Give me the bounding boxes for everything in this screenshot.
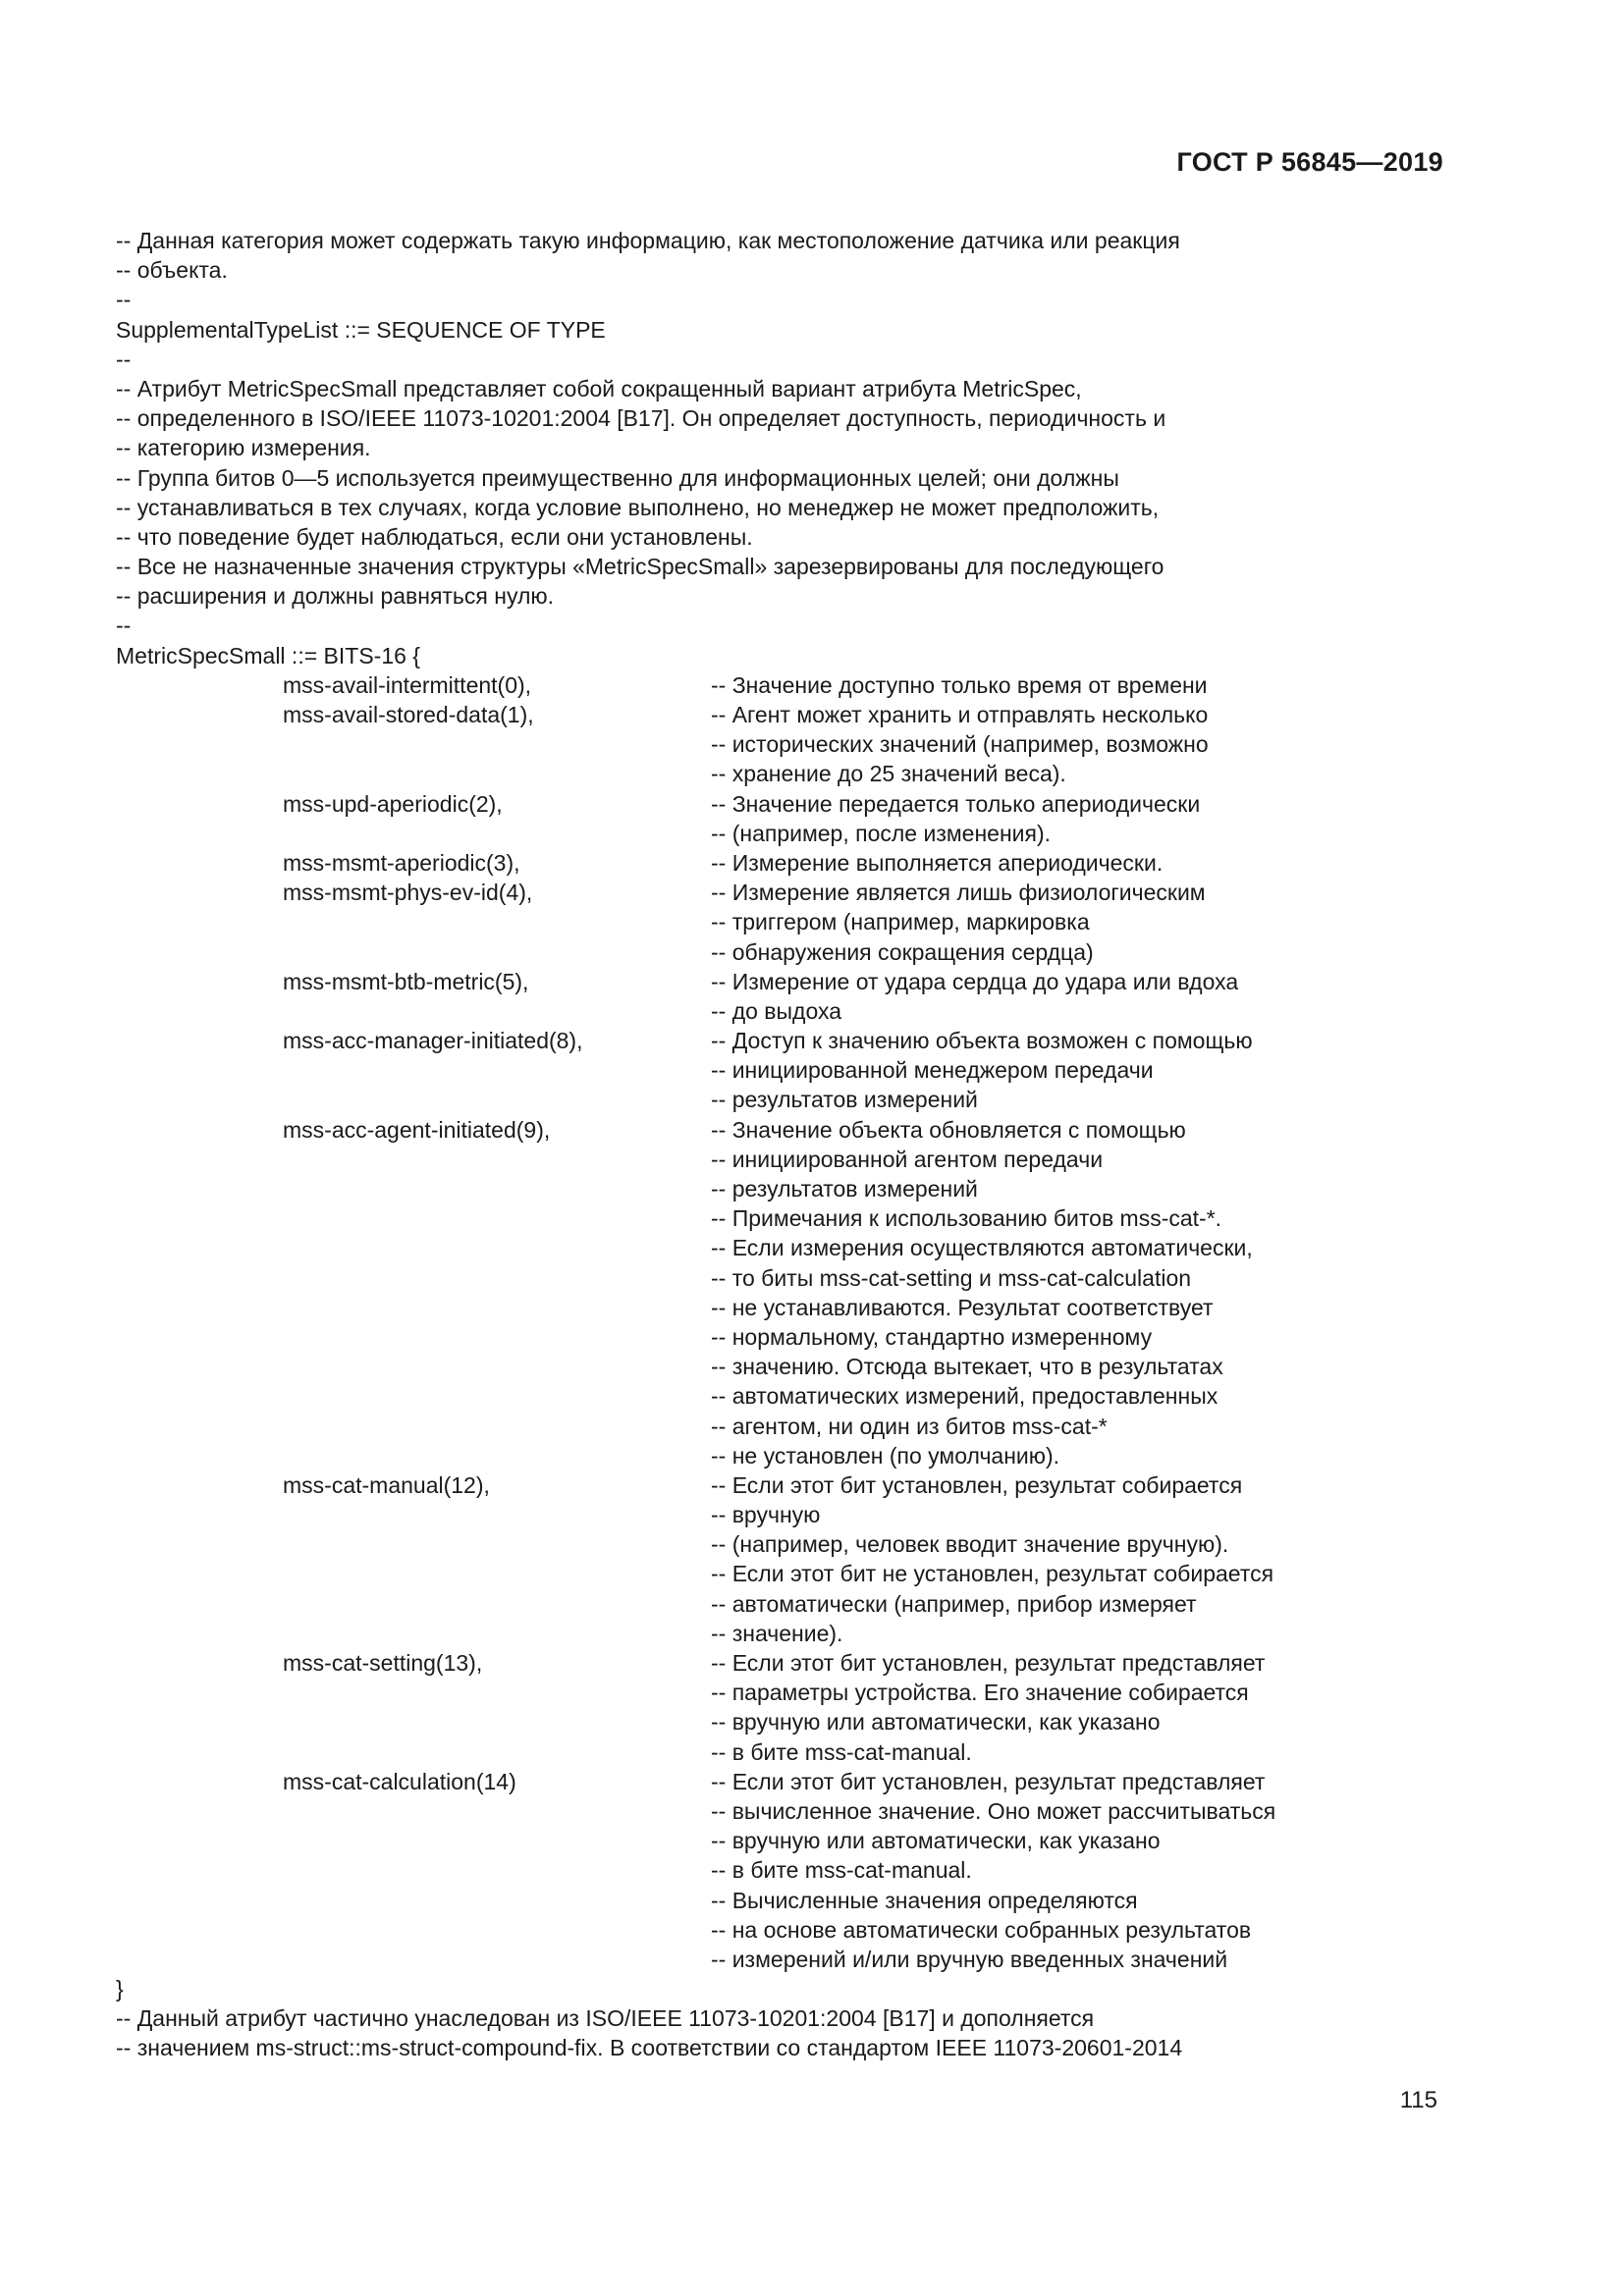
bit-comments — [711, 967, 1353, 1026]
bit-comments — [711, 848, 1353, 878]
bit-comment-line: -- измерений и/или вручную введенных значений — [711, 1946, 1228, 1972]
bit-comment-line: -- Вычисленные значения определяются — [711, 1887, 1138, 1913]
bit-comment-line: -- Агент может хранить и отправлять несколько — [711, 702, 1209, 727]
bit-comment-line: -- не установлен (по умолчанию). — [711, 1442, 1060, 1468]
outro-comments — [116, 1974, 1353, 2063]
bit-name: mss-acc-manager-initiated(8), — [283, 1028, 583, 1054]
bit-name: mss-cat-manual(12), — [283, 1471, 490, 1498]
bit-comment-line: -- (например, человек вводит значение вручную). — [711, 1531, 1229, 1558]
code-line: -- расширения и должны равняться нулю. — [116, 583, 555, 610]
bit-comment-line: -- вручную или автоматически, как указано — [711, 1828, 1161, 1854]
bit-comments — [711, 789, 1353, 848]
bit-comment-line: -- результатов измерений — [711, 1176, 978, 1201]
bit-definition-row — [116, 848, 1353, 878]
bit-comment-line: -- Измерение является лишь физиологическим — [711, 880, 1206, 906]
bit-comment-line: -- Измерение от удара сердца до удара или вдоха — [711, 968, 1239, 994]
bit-comment-line: -- Если этот бит установлен, результат представляет — [711, 1650, 1266, 1676]
bit-name: mss-acc-agent-initiated(9), — [283, 1116, 551, 1143]
code-line: } — [116, 1976, 124, 2002]
intro-comments — [116, 226, 1353, 670]
bit-comments — [711, 1767, 1353, 1974]
bit-comment-line: -- вручную или автоматически, как указано — [711, 1709, 1161, 1735]
bit-comment-line: -- Значение объекта обновляется с помощью — [711, 1116, 1186, 1143]
bit-comments — [711, 670, 1353, 700]
bit-comment-line: -- Измерение выполняется апериодически. — [711, 849, 1164, 876]
code-line: -- определенного в ISO/IEEE 11073-10201:2004 [B17]. Он определяет доступность, периодичность и — [116, 405, 1166, 432]
bit-name: mss-cat-calculation(14) — [283, 1768, 516, 1794]
bit-comment-line: -- вычисленное значение. Оно может рассчитываться — [711, 1797, 1276, 1824]
code-line: -- Данный атрибут частично унаследован из ISO/IEEE 11073-10201:2004 [B17] и дополняется — [116, 2005, 1095, 2032]
code-block — [116, 226, 1353, 2063]
code-line: -- — [116, 287, 132, 313]
bit-comments — [711, 1648, 1353, 1767]
bit-name: mss-cat-setting(13), — [283, 1650, 483, 1676]
bit-comment-line: -- значению. Отсюда вытекает, что в результатах — [711, 1354, 1223, 1380]
bit-comment-line: -- не устанавливаются. Результат соответствует — [711, 1294, 1214, 1320]
bit-comment-line: -- параметры устройства. Его значение собирается — [711, 1680, 1249, 1706]
bit-comment-line: -- (например, после изменения). — [711, 820, 1052, 846]
code-line: MetricSpecSmall ::= BITS-16 { — [116, 642, 420, 668]
bit-name: mss-msmt-aperiodic(3), — [283, 849, 520, 876]
bit-definition-row — [116, 1767, 1353, 1974]
bit-comment-line: -- то биты mss-cat-setting и mss-cat-calculation — [711, 1264, 1192, 1291]
bit-comments — [711, 1470, 1353, 1648]
bit-comment-line: -- Доступ к значению объекта возможен с помощью — [711, 1028, 1253, 1054]
bit-comment-line: -- хранение до 25 значений веса). — [711, 761, 1066, 787]
bit-name: mss-msmt-phys-ev-id(4), — [283, 880, 533, 906]
bit-definition-row — [116, 670, 1353, 700]
code-line: -- объекта. — [116, 257, 228, 284]
bit-definition-row — [116, 789, 1353, 848]
bit-definition-row — [116, 1026, 1353, 1115]
bit-name: mss-upd-aperiodic(2), — [283, 790, 503, 817]
bit-comment-line: -- значение). — [711, 1620, 843, 1646]
bit-comment-line: -- агентом, ни один из битов mss-cat-* — [711, 1413, 1108, 1439]
bit-comments — [711, 1026, 1353, 1115]
bit-name: mss-avail-intermittent(0), — [283, 671, 532, 698]
bit-comment-line: -- в бите mss-cat-manual. — [711, 1738, 972, 1765]
bit-comment-line: -- на основе автоматически собранных результатов — [711, 1916, 1252, 1943]
code-line: -- значением ms-struct::ms-struct-compound-fix. В соответствии со стандартом IEEE 11073-20601-2014 — [116, 2035, 1183, 2061]
bit-comment-line: -- результатов измерений — [711, 1087, 978, 1113]
bit-comment-line: -- инициированной менеджером передачи — [711, 1057, 1154, 1084]
bit-definition-row — [116, 700, 1353, 789]
page-number: 115 — [1399, 2087, 1437, 2113]
bit-comment-line: -- Если этот бит установлен, результат представляет — [711, 1768, 1266, 1794]
bit-comment-line: -- инициированной агентом передачи — [711, 1146, 1104, 1172]
bit-comment-line: -- нормальному, стандартно измеренному — [711, 1323, 1153, 1350]
bit-name: mss-msmt-btb-metric(5), — [283, 968, 529, 994]
bit-comment-line: -- вручную — [711, 1502, 821, 1528]
bits-table — [116, 670, 1353, 1974]
bit-comment-line: -- до выдоха — [711, 997, 842, 1024]
bit-definition-row — [116, 878, 1353, 967]
code-line: SupplementalTypeList ::= SEQUENCE OF TYPE — [116, 316, 606, 343]
bit-definition-row — [116, 1115, 1353, 1470]
code-line: -- Атрибут MetricSpecSmall представляет собой сокращенный вариант атрибута MetricSpec, — [116, 375, 1082, 401]
code-line: -- категорию измерения. — [116, 435, 371, 461]
bit-comment-line: -- Если этот бит не установлен, результат собирается — [711, 1561, 1274, 1587]
bit-comment-line: -- Если измерения осуществляются автоматически, — [711, 1235, 1253, 1261]
code-line: -- Данная категория может содержать такую информацию, как местоположение датчика или реакция — [116, 228, 1180, 253]
code-line: -- Группа битов 0—5 используется преимущественно для информационных целей; они должны — [116, 464, 1119, 491]
bit-definition-row — [116, 967, 1353, 1026]
code-line: -- Все не назначенные значения структуры «MetricSpecSmall» зарезервированы для последующего — [116, 554, 1164, 580]
bit-comment-line: -- Примечания к использованию битов mss-cat-*. — [711, 1205, 1222, 1232]
code-line: -- — [116, 613, 132, 639]
code-line: -- что поведение будет наблюдаться, если они установлены. — [116, 523, 753, 550]
bit-comment-line: -- обнаружения сокращения сердца) — [711, 938, 1094, 965]
code-line: -- — [116, 346, 132, 372]
bit-comment-line: -- автоматически (например, прибор измеряет — [711, 1590, 1197, 1617]
bit-comment-line: -- Значение доступно только время от времени — [711, 671, 1208, 698]
bit-comment-line: -- исторических значений (например, возможно — [711, 731, 1209, 758]
bit-comment-line: -- Значение передается только апериодически — [711, 790, 1201, 817]
bit-comments — [711, 1115, 1353, 1470]
standard-header: ГОСТ Р 56845—2019 — [1176, 147, 1443, 177]
bit-comment-line: -- автоматических измерений, предоставленных — [711, 1383, 1218, 1410]
bit-comments — [711, 878, 1353, 967]
bit-name: mss-avail-stored-data(1), — [283, 702, 534, 727]
bit-comments — [711, 700, 1353, 789]
bit-definition-row — [116, 1470, 1353, 1648]
bit-definition-row — [116, 1648, 1353, 1767]
code-line: -- устанавливаться в тех случаях, когда условие выполнено, но менеджер не может предположить, — [116, 494, 1160, 520]
bit-comment-line: -- триггером (например, маркировка — [711, 909, 1090, 935]
bit-comment-line: -- Если этот бит установлен, результат собирается — [711, 1471, 1243, 1498]
bit-comment-line: -- в бите mss-cat-manual. — [711, 1857, 972, 1884]
